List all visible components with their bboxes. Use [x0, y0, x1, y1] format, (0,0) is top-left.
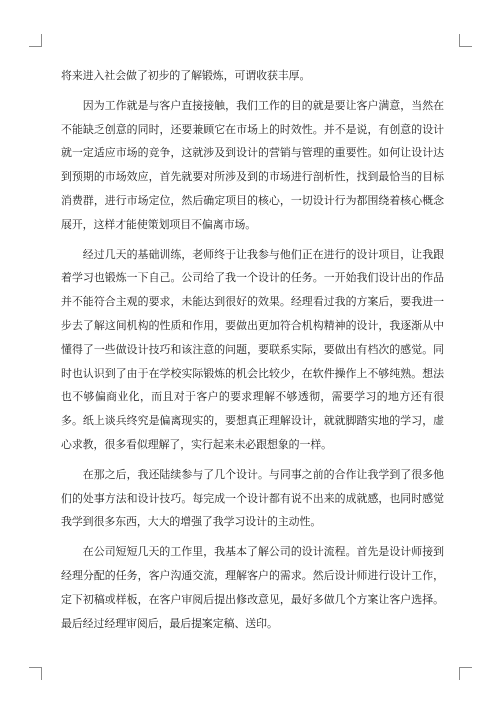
crop-mark-top-right — [459, 34, 472, 47]
paragraph-further-projects: 在那之后，我还陆续参与了几个设计。与同事之前的合作让我学到了很多他们的处事方法和设计技巧。每完成一个设计都有说不出来的成就感，也同时感觉我学到很多东西，大大的增强了我学习设计的主动性。 — [61, 467, 444, 529]
crop-mark-bottom-left — [29, 667, 42, 680]
crop-mark-top-left — [29, 34, 42, 47]
paragraph-work-and-clients: 因为工作就是与客户直接接触，我们工作的目的就是要让客户满意，当然在不能缺乏创意的同时，还要兼顾它在市场上的时效性。并不是说，有创意的设计就一定适应市场的竞争，这就涉及到设计的营销与管理的重要性。如何让设计达到预期的市场效应，首先就要对所涉及到的市场进行剖析性，找到最恰当的目标消费群，进行市场定位，然后确定项目的核心，一切设计行为都围绕着核心概念展开，这样才能使策划项目不偏离市场。 — [61, 98, 444, 231]
document-body — [61, 64, 444, 641]
paragraph-basic-training: 经过几天的基础训练，老师终于让我参与他们正在进行的设计项目，让我跟着学习也锻炼一下自己。公司给了我一个设计的任务。一开始我们设计出的作品并不能符合主观的要求，未能达到很好的效果。经理看过我的方案后，要我进一步去了解这间机构的性质和作用，要做出更加符合机构精神的设计，我逐渐从中懂得了一些做设计技巧和该注意的问题，要联系实际，要做出有档次的感觉。同时也认识到了由于在学校实际锻炼的机会比较少，在软件操作上不够纯熟。想法也不够偏商业化，而且对于客户的要求理解不够透彻，需要学习的地方还有很多。纸上谈兵终究是偏离现实的，要想真正理解设计，就就脚踏实地的学习，虚心求教，很多看似理解了，实行起来未必跟想象的一样。 — [61, 247, 444, 451]
paragraph-design-process: 在公司短短几天的工作里，我基本了解公司的设计流程。首先是设计师接到经理分配的任务，客户沟通交流，理解客户的需求。然后设计师进行设计工作，定下初稿或样板，在客户审阅后提出修改意见，最好多做几个方案让客户选择。最后经过经理审阅后，最后提案定稿、送印。 — [61, 545, 444, 630]
paragraph-continuation: 将来进入社会做了初步的了解锻炼，可谓收获丰厚。 — [61, 69, 311, 82]
crop-mark-bottom-right — [459, 667, 472, 680]
